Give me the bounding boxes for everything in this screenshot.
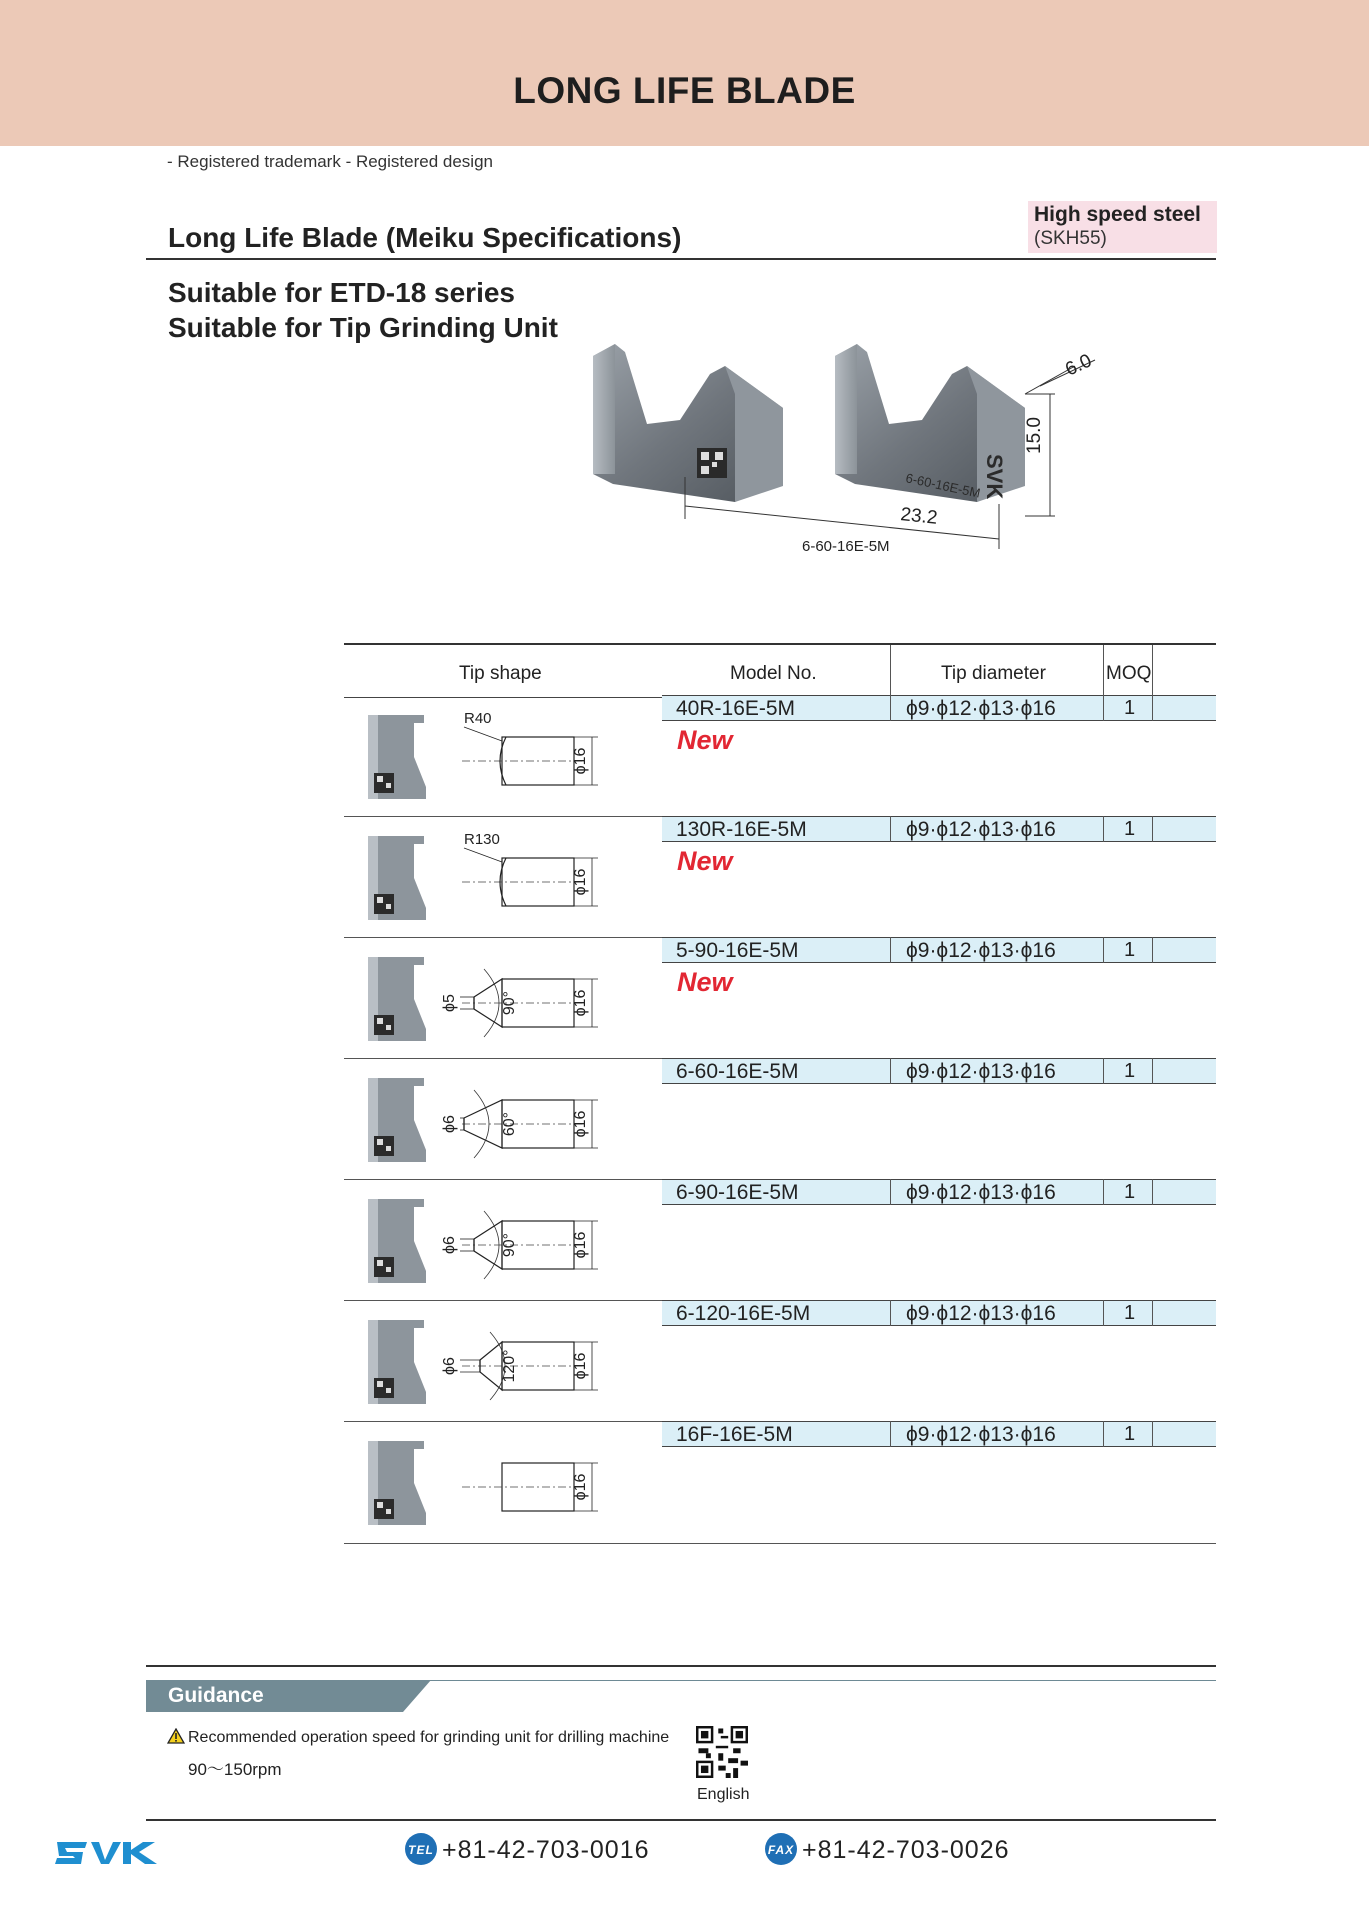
cell-divider [890, 1179, 891, 1205]
cell-divider [1152, 1058, 1153, 1084]
angle-label: 60° [501, 1111, 518, 1137]
blade-thumbnail [368, 1320, 426, 1404]
suitability-line: Suitable for ETD-18 series [168, 277, 516, 308]
blade-thumbnail [368, 836, 426, 920]
tip-dia-label: ϕ16 [572, 1352, 589, 1380]
page-title: LONG LIFE BLADE [513, 70, 856, 111]
tip-dia-label: ϕ16 [572, 1473, 589, 1501]
tip-shape-drawing [364, 828, 634, 928]
fax-number: +81-42-703-0026 [802, 1836, 1010, 1864]
moq-value: 1 [1124, 697, 1136, 719]
tip-dia-label: ϕ16 [572, 868, 589, 896]
table-row [344, 695, 1216, 816]
footer-divider [146, 1819, 1216, 1821]
table-bottom-rule [344, 1543, 1216, 1544]
row-divider [344, 1421, 662, 1422]
blade-thumbnail [368, 715, 426, 799]
guidance-thin-rule [430, 1680, 1216, 1681]
tip-dia-label: ϕ16 [572, 1231, 589, 1259]
warning-icon [167, 1728, 185, 1744]
trademark-note: - Registered trademark - Registered design [167, 152, 493, 171]
tip-shape-drawing [364, 1433, 634, 1533]
tip-dia-label: ϕ16 [572, 747, 589, 775]
moq-value: 1 [1124, 818, 1136, 840]
radius-label: R40 [464, 710, 492, 727]
cell-divider [1152, 1300, 1153, 1326]
model-number: 40R-16E-5M [676, 697, 796, 720]
cell-divider [890, 937, 891, 963]
model-number: 6-60-16E-5M [676, 1060, 799, 1083]
guidance-title: Guidance [168, 1684, 264, 1707]
row-divider [344, 1058, 662, 1059]
model-number: 5-90-16E-5M [676, 939, 799, 962]
tel-icon [404, 1832, 438, 1866]
cell-divider [1152, 1421, 1153, 1447]
cell-divider [890, 1421, 891, 1447]
cell-divider [1152, 695, 1153, 721]
guidance-range: 90～150rpm [188, 1760, 282, 1779]
cell-divider [890, 1058, 891, 1084]
photo-caption: 6-60-16E-5M [802, 538, 890, 555]
svg-text:6-60-16E-5M: 6-60-16E-5M [904, 470, 982, 501]
qr-label: English [697, 1786, 750, 1803]
moq-value: 1 [1124, 939, 1136, 961]
radius-label: R130 [464, 831, 500, 848]
tip-shape-drawing [364, 1070, 634, 1170]
table-row [344, 1300, 1216, 1421]
qr-code-icon[interactable] [696, 1726, 748, 1778]
blade-photo [585, 334, 1105, 564]
tip-diameter: ϕ9·ϕ12·ϕ13·ϕ16 [906, 939, 1056, 962]
header-diameter: Tip diameter [941, 663, 1046, 684]
table-row [344, 1058, 1216, 1179]
svg-text:SVK: SVK [982, 454, 1007, 500]
section-divider [146, 258, 1216, 260]
small-dia-label: ϕ6 [441, 1236, 458, 1254]
svg-text:23.2: 23.2 [899, 504, 939, 529]
table-row [344, 1179, 1216, 1300]
small-dia-label: ϕ6 [441, 1357, 458, 1375]
tip-shape-drawing [364, 949, 634, 1049]
section-title: Long Life Blade (Meiku Specifications) [168, 222, 682, 253]
row-divider [344, 1300, 662, 1301]
model-number: 16F-16E-5M [676, 1423, 793, 1446]
model-number: 130R-16E-5M [676, 818, 807, 841]
tip-shape-drawing [364, 1312, 634, 1412]
svg-text:FAX: FAX [767, 1843, 795, 1857]
cell-divider [1103, 1421, 1104, 1447]
tip-dia-label: ϕ16 [572, 1110, 589, 1138]
angle-label: 90° [501, 1232, 518, 1258]
small-dia-label: ϕ5 [441, 994, 458, 1012]
angle-label: 90° [501, 990, 518, 1016]
blade-thumbnail [368, 1441, 426, 1525]
svk-logo [55, 1836, 160, 1870]
cell-divider [1103, 1300, 1104, 1326]
cell-divider [890, 1300, 891, 1326]
blade-image-left [593, 344, 783, 502]
model-number: 6-90-16E-5M [676, 1181, 799, 1204]
cell-divider [1103, 695, 1104, 721]
table-row [344, 816, 1216, 937]
small-dia-label: ϕ6 [441, 1115, 458, 1133]
blade-image-right [835, 344, 1025, 502]
fax-icon [764, 1832, 798, 1866]
tip-diameter: ϕ9·ϕ12·ϕ13·ϕ16 [906, 1302, 1056, 1325]
blade-thumbnail [368, 957, 426, 1041]
moq-value: 1 [1124, 1060, 1136, 1082]
cell-divider [1152, 937, 1153, 963]
tip-dia-label: ϕ16 [572, 989, 589, 1017]
cell-divider [890, 695, 891, 721]
svg-text:15.0: 15.0 [1024, 417, 1045, 454]
header-model: Model No. [730, 663, 817, 684]
tip-diameter: ϕ9·ϕ12·ϕ13·ϕ16 [906, 818, 1056, 841]
angle-label: 120° [501, 1349, 518, 1383]
moq-value: 1 [1124, 1302, 1136, 1324]
new-badge: New [677, 846, 733, 876]
cell-divider [1103, 937, 1104, 963]
cell-divider [1103, 1179, 1104, 1205]
tel-number: +81-42-703-0016 [442, 1836, 650, 1864]
cell-divider [1152, 816, 1153, 842]
cell-divider [890, 816, 891, 842]
cell-divider [1103, 816, 1104, 842]
material-grade: (SKH55) [1034, 228, 1107, 249]
header-tip-shape: Tip shape [459, 663, 542, 684]
new-badge: New [677, 967, 733, 997]
svg-text:TEL: TEL [408, 1843, 434, 1857]
tip-shape-drawing [364, 707, 634, 807]
row-divider [344, 1179, 662, 1180]
fax-contact[interactable] [764, 1832, 1010, 1866]
svg-text:6.0: 6.0 [1062, 350, 1096, 381]
blade-thumbnail [368, 1078, 426, 1162]
tip-diameter: ϕ9·ϕ12·ϕ13·ϕ16 [906, 697, 1056, 720]
table-row [344, 1421, 1216, 1542]
moq-value: 1 [1124, 1423, 1136, 1445]
suitability-line: Suitable for Tip Grinding Unit [168, 312, 558, 343]
tip-diameter: ϕ9·ϕ12·ϕ13·ϕ16 [906, 1060, 1056, 1083]
tip-diameter: ϕ9·ϕ12·ϕ13·ϕ16 [906, 1181, 1056, 1204]
model-number: 6-120-16E-5M [676, 1302, 811, 1325]
tip-shape-drawing [364, 1191, 634, 1291]
material-name: High speed steel [1034, 203, 1201, 226]
new-badge: New [677, 725, 733, 755]
row-divider [344, 816, 662, 817]
table-header [344, 643, 1216, 698]
table-row [344, 937, 1216, 1058]
guidance-warning-text: Recommended operation speed for grinding unit for drilling machine [188, 1729, 670, 1746]
tel-contact[interactable] [404, 1832, 650, 1866]
moq-value: 1 [1124, 1181, 1136, 1203]
material-badge [1028, 201, 1217, 253]
blade-thumbnail [368, 1199, 426, 1283]
cell-divider [1103, 1058, 1104, 1084]
row-divider [344, 937, 662, 938]
header-moq: MOQ [1106, 663, 1152, 684]
guidance-warning [167, 1728, 669, 1747]
tip-diameter: ϕ9·ϕ12·ϕ13·ϕ16 [906, 1423, 1056, 1446]
cell-divider [1152, 1179, 1153, 1205]
guidance-divider [146, 1665, 1216, 1667]
